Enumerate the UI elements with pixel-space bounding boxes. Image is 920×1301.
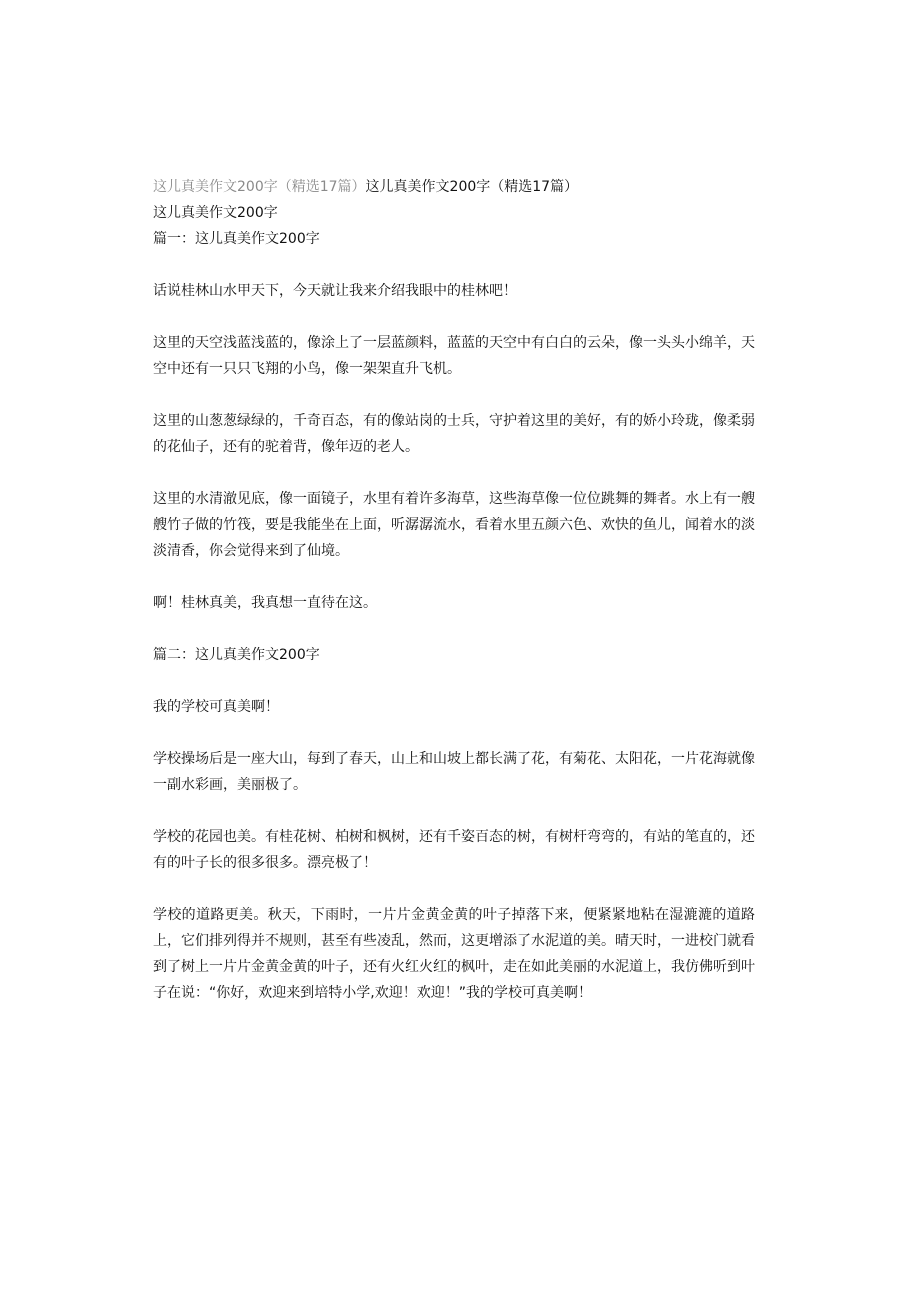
essay1-paragraph-4: 这里的水清澈见底，像一面镜子，水里有着许多海草，这些海草像一位位跳舞的舞者。水上有一艘艘竹子做的竹筏，要是我能坐在上面，听潺潺流水，看着水里五颜六色、欢快的鱼儿，闻着水的淡淡清香，你会觉得来到了仙境。 xyxy=(153,491,755,559)
essay1-paragraph-2: 这里的天空浅蓝浅蓝的，像涂上了一层蓝颜料，蓝蓝的天空中有白白的云朵，像一头头小绵羊，天空中还有一只只飞翔的小鸟，像一架架直升飞机。 xyxy=(153,335,755,377)
spacer xyxy=(153,798,755,824)
document-subtitle: 这儿真美作文200字 xyxy=(153,205,278,221)
document-page xyxy=(153,174,755,1006)
spacer xyxy=(153,460,755,486)
spacer xyxy=(153,720,755,746)
essay2-paragraph-2: 学校操场后是一座大山，每到了春天，山上和山坡上都长满了花，有菊花、太阳花，一片花海就像一副水彩画，美丽极了。 xyxy=(153,751,755,793)
spacer xyxy=(153,382,755,408)
document-title xyxy=(153,174,755,200)
essay2-paragraph-3: 学校的花园也美。有桂花树、柏树和枫树，还有千姿百态的树，有树杆弯弯的，有站的笔直的，还有的叶子长的很多很多。漂亮极了！ xyxy=(153,829,755,871)
spacer xyxy=(153,304,755,330)
spacer xyxy=(153,252,755,278)
essay1-heading: 篇一：这儿真美作文200字 xyxy=(153,231,320,247)
spacer xyxy=(153,668,755,694)
essay2-heading: 篇二：这儿真美作文200字 xyxy=(153,647,320,663)
essay2-paragraph-4: 学校的道路更美。秋天，下雨时，一片片金黄金黄的叶子掉落下来，便紧紧地粘在湿漉漉的道路上，它们排列得并不规则，甚至有些凌乱，然而，这更增添了水泥道的美。晴天时，一进校门就看到了树上一片片金黄金黄的叶子，还有火红火红的枫叶，走在如此美丽的水泥道上，我仿佛听到叶子在说：“你好，欢迎来到培特小学,欢迎！欢迎！”我的学校可真美啊！ xyxy=(153,907,755,1001)
essay1-paragraph-1: 话说桂林山水甲天下，今天就让我来介绍我眼中的桂林吧！ xyxy=(153,283,517,299)
spacer xyxy=(153,616,755,642)
essay1-paragraph-3: 这里的山葱葱绿绿的，千奇百态，有的像站岗的士兵，守护着这里的美好，有的娇小玲珑，像柔弱的花仙子，还有的驼着背，像年迈的老人。 xyxy=(153,413,755,455)
title-black: 这儿真美作文200字（精选17篇） xyxy=(365,179,579,195)
spacer xyxy=(153,564,755,590)
essay2-paragraph-1: 我的学校可真美啊！ xyxy=(153,699,279,715)
essay1-paragraph-5: 啊！桂林真美，我真想一直待在这。 xyxy=(153,595,377,611)
title-gray: 这儿真美作文200字（精选17篇） xyxy=(153,179,366,195)
spacer xyxy=(153,876,755,902)
